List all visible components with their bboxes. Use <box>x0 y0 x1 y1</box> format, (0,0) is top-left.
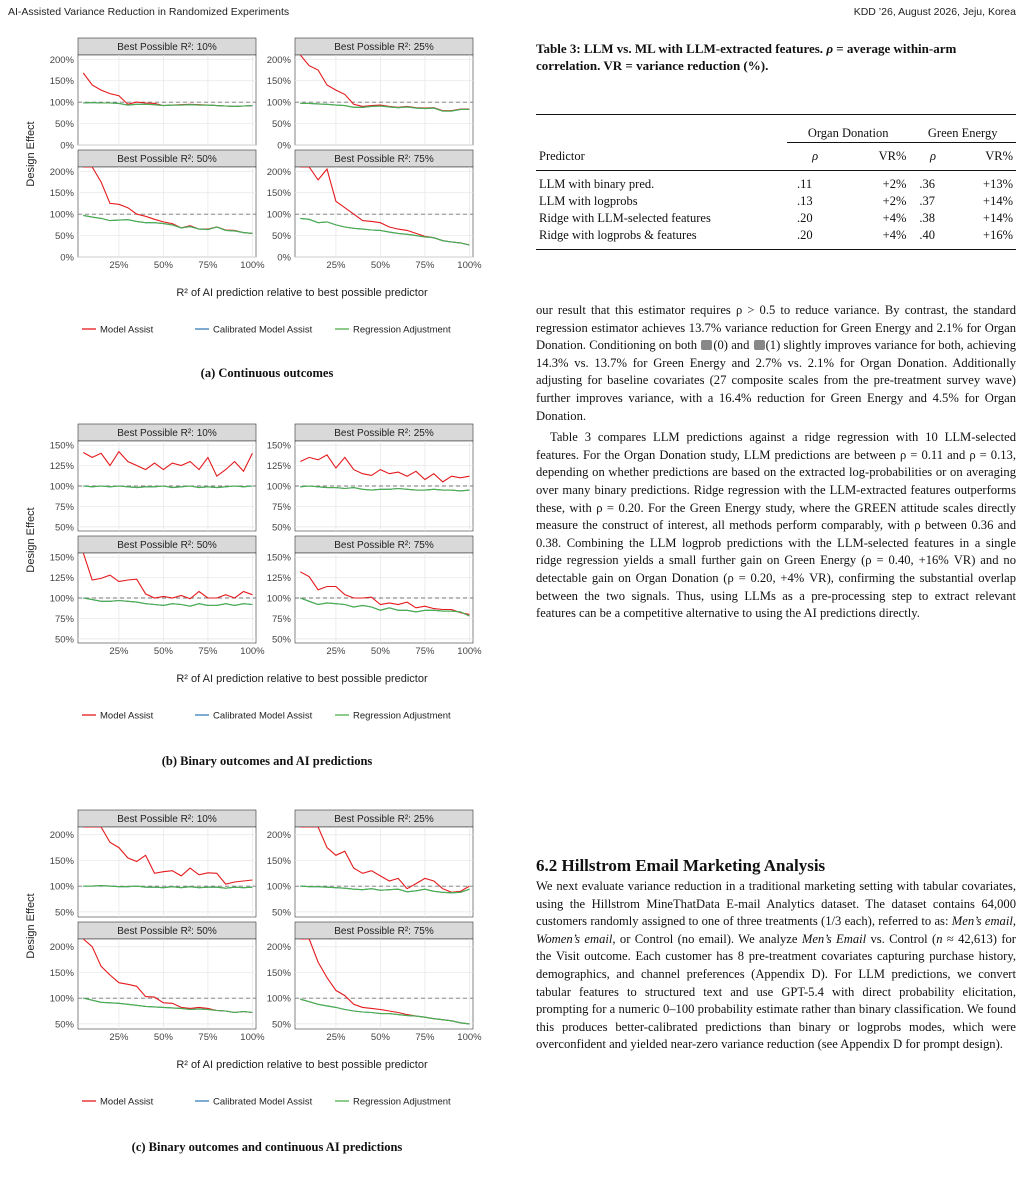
table-row <box>536 210 1016 227</box>
legend-label: Model Assist <box>100 1096 154 1108</box>
x-tick-label: 50% <box>153 646 173 657</box>
col-header-predictor: Predictor <box>539 148 585 163</box>
y-tick-label: 100% <box>49 993 74 1005</box>
table-cell-predictor: LLM with binary pred. <box>539 176 655 191</box>
x-tick-label: 25% <box>109 260 129 271</box>
table-cell-value: +4% <box>882 227 907 242</box>
x-tick-label: 75% <box>415 260 435 271</box>
y-tick-label: 125% <box>266 461 291 473</box>
y-tick-label: 100% <box>266 209 291 221</box>
y-tick-label: 200% <box>266 942 291 954</box>
body-text-block <box>536 878 1016 1054</box>
plot-area <box>295 939 473 1029</box>
facet-title: Best Possible R²: 50% <box>117 154 217 165</box>
facet-title: Best Possible R²: 75% <box>334 926 434 937</box>
table-cell-predictor: LLM with logprobs <box>539 193 638 208</box>
x-axis-label: R² of AI prediction relative to best possible predictor <box>176 287 428 299</box>
table-cell-value: .20 <box>797 227 813 242</box>
col-header-vr: VR% <box>878 148 907 163</box>
y-tick-label: 0% <box>277 252 291 264</box>
group-header-organ: Organ Donation <box>787 125 909 143</box>
x-tick-label: 100% <box>240 260 265 271</box>
y-tick-label: 75% <box>54 613 74 625</box>
y-tick-label: 50% <box>271 907 291 919</box>
x-tick-label: 50% <box>370 1032 390 1043</box>
y-tick-label: 50% <box>271 119 291 131</box>
x-tick-label: 25% <box>326 1032 346 1043</box>
facet-1 <box>50 424 256 533</box>
x-tick-label: 75% <box>198 260 218 271</box>
facet-3 <box>50 150 265 271</box>
x-axis-label: R² of AI prediction relative to best possible predictor <box>176 1059 428 1071</box>
table-cell-value: +2% <box>882 176 907 191</box>
col-header-vr: VR% <box>985 148 1013 163</box>
y-tick-label: 75% <box>54 501 74 513</box>
plot-area <box>78 939 256 1029</box>
y-tick-label: 50% <box>271 522 291 534</box>
running-header-venue: KDD ’26, August 2026, Jeju, Korea <box>853 6 1016 18</box>
y-tick-label: 50% <box>54 119 74 131</box>
plot-area <box>295 827 473 917</box>
y-tick-label: 100% <box>49 481 74 493</box>
x-tick-label: 75% <box>198 1032 218 1043</box>
figure-b-caption: (b) Binary outcomes and AI predictions <box>161 754 373 768</box>
facet-2 <box>267 38 473 152</box>
facet-2 <box>267 424 473 533</box>
y-tick-label: 100% <box>49 97 74 109</box>
facet-2 <box>267 810 473 918</box>
table-cell-value: .40 <box>919 227 935 242</box>
table-cell-value: +4% <box>882 210 907 225</box>
y-tick-label: 200% <box>266 54 291 66</box>
x-tick-label: 50% <box>153 260 173 271</box>
y-tick-label: 200% <box>49 830 74 842</box>
y-tick-label: 100% <box>266 993 291 1005</box>
y-tick-label: 50% <box>271 1019 291 1031</box>
y-tick-label: 50% <box>54 522 74 534</box>
x-tick-label: 75% <box>415 1032 435 1043</box>
table-cell-value: +14% <box>983 210 1013 225</box>
y-tick-label: 50% <box>271 231 291 243</box>
paragraph: Table 3 compares LLM predictions against a ridge regression with 10 LLM-selected features. For the Organ Donation study, LLM predictions are between ρ = 0.11 and ρ = 0.13, depending on whether predictions are based on the extracted log-probabilities or on averaging over many binary predictions. Ridge regression with the LLM-extracted features outperforms these, with ρ = 0.20. For the Green Energy study, where the GREEN attitude scales directly measure the construct of interest, all methods perform comparably, with ρ between 0.36 and 0.38. Combining the LLM logprob predictions with the LLM-selected features in a single ridge regression yields a small further gain on Green Energy (ρ = 0.40, +16% VR) and no detectable gain on Organ Donation (ρ = 0.20, +4% VR), confirming the substantial overlap between the two signals. Thus, using LLMs as a pre-processing step to extract relevant features can be a competitive alternative to using the AI predictions directly. <box>536 430 1016 621</box>
facet-4 <box>267 150 482 271</box>
y-tick-label: 100% <box>49 881 74 893</box>
table-row <box>536 227 1016 250</box>
y-tick-label: 0% <box>60 140 74 152</box>
facet-title: Best Possible R²: 10% <box>117 42 217 53</box>
figure-a-caption: (a) Continuous outcomes <box>200 366 334 380</box>
x-tick-label: 25% <box>109 1032 129 1043</box>
facet-title: Best Possible R²: 75% <box>334 154 434 165</box>
col-header-rho: ρ <box>929 148 936 163</box>
y-tick-label: 125% <box>49 461 74 473</box>
y-tick-label: 200% <box>49 54 74 66</box>
y-tick-label: 125% <box>266 573 291 585</box>
y-tick-label: 50% <box>54 231 74 243</box>
figure-a-chart <box>8 34 526 366</box>
facet-1 <box>50 38 256 152</box>
x-tick-label: 100% <box>240 646 265 657</box>
col-header-rho: ρ <box>812 148 819 163</box>
legend-label: Model Assist <box>100 324 154 336</box>
legend-label: Regression Adjustment <box>353 710 451 722</box>
x-tick-label: 50% <box>370 646 390 657</box>
legend-label: Regression Adjustment <box>353 324 451 336</box>
legend-label: Calibrated Model Assist <box>213 1096 313 1108</box>
x-tick-label: 25% <box>109 646 129 657</box>
legend-label: Calibrated Model Assist <box>213 710 313 722</box>
table-cell-value: +14% <box>983 193 1013 208</box>
table-cell-value: .20 <box>797 210 813 225</box>
facet-4 <box>267 536 482 657</box>
plot-area <box>78 55 256 145</box>
x-tick-label: 100% <box>457 260 482 271</box>
facet-title: Best Possible R²: 75% <box>334 540 434 551</box>
table-cell-value: .37 <box>919 193 935 208</box>
y-tick-label: 150% <box>49 76 74 88</box>
table-row <box>536 193 1016 210</box>
x-tick-label: 100% <box>457 646 482 657</box>
x-tick-label: 75% <box>198 646 218 657</box>
table-cell-predictor: Ridge with logprobs & features <box>539 227 697 242</box>
facet-title: Best Possible R²: 50% <box>117 540 217 551</box>
facet-title: Best Possible R²: 10% <box>117 428 217 439</box>
legend-label: Regression Adjustment <box>353 1096 451 1108</box>
x-tick-label: 75% <box>415 646 435 657</box>
group-header-green: Green Energy <box>909 125 1016 143</box>
y-tick-label: 100% <box>266 881 291 893</box>
facet-title: Best Possible R²: 10% <box>117 814 217 825</box>
table-cell-value: +16% <box>983 227 1013 242</box>
y-tick-label: 125% <box>49 573 74 585</box>
facet-3 <box>50 922 265 1043</box>
table-cell-value: .11 <box>797 176 813 191</box>
legend <box>82 711 451 722</box>
facet-3 <box>50 536 265 657</box>
y-tick-label: 150% <box>49 188 74 200</box>
y-tick-label: 50% <box>271 634 291 646</box>
x-tick-label: 100% <box>240 1032 265 1043</box>
table-3 <box>536 40 1016 280</box>
y-tick-label: 50% <box>54 907 74 919</box>
y-tick-label: 100% <box>49 593 74 605</box>
figure-c-chart <box>8 806 526 1138</box>
y-tick-label: 75% <box>271 501 291 513</box>
table-cell-value: .36 <box>919 176 935 191</box>
y-tick-label: 150% <box>266 855 291 867</box>
y-tick-label: 150% <box>266 440 291 452</box>
y-tick-label: 150% <box>266 76 291 88</box>
y-tick-label: 200% <box>266 166 291 178</box>
legend-label: Model Assist <box>100 710 154 722</box>
facet-title: Best Possible R²: 25% <box>334 428 434 439</box>
legend <box>82 1097 451 1108</box>
x-axis-label: R² of AI prediction relative to best possible predictor <box>176 673 428 685</box>
robot-icon <box>701 340 712 350</box>
legend <box>82 325 451 336</box>
y-tick-label: 200% <box>49 166 74 178</box>
figure-panel-a <box>8 34 526 394</box>
table-cell-value: .13 <box>797 193 813 208</box>
plot-area <box>78 167 256 257</box>
section-heading: 6.2 Hillstrom Email Marketing Analysis <box>536 856 826 875</box>
table-caption: Table 3: LLM vs. ML with LLM-extracted features. ρ = average within-arm correlation. VR = variance reduction (%). <box>536 41 957 73</box>
y-tick-label: 0% <box>277 140 291 152</box>
y-tick-label: 150% <box>49 967 74 979</box>
y-axis-label: Design Effect <box>25 893 37 959</box>
figure-c-caption: (c) Binary outcomes and continuous AI predictions <box>131 1140 403 1154</box>
y-tick-label: 150% <box>49 440 74 452</box>
y-tick-label: 100% <box>266 97 291 109</box>
figure-b-chart <box>8 420 526 752</box>
facet-4 <box>267 922 482 1043</box>
table-row <box>536 170 1016 193</box>
plot-area <box>295 167 473 257</box>
y-tick-label: 100% <box>266 481 291 493</box>
facet-title: Best Possible R²: 50% <box>117 926 217 937</box>
y-tick-label: 100% <box>49 209 74 221</box>
y-tick-label: 150% <box>49 855 74 867</box>
results-table <box>536 114 1016 250</box>
robot-icon <box>754 340 765 350</box>
figure-panel-c <box>8 806 526 1186</box>
y-tick-label: 150% <box>266 552 291 564</box>
table-cell-value: +2% <box>882 193 907 208</box>
paragraph: our result that this estimator requires ρ > 0.5 to reduce variance. By contrast, the standard regression estimator achieves 13.7% variance reduction for Green Energy and 2.1% for Organ Donation. Conditioning on both (0) and (1) slightly improves variance for both, achieving 14.3% vs. 13.7% for Green Energy and 2.7% vs. 2.1% for Organ Donation. Additionally adjusting for baseline covariates (27 composite scales from the pre-treatment survey wave) further improves variance, with a 16.4% reduction for Green Energy and 4.5% for Organ Donation. <box>536 303 1016 423</box>
table-cell-value: .38 <box>919 210 935 225</box>
y-tick-label: 50% <box>54 634 74 646</box>
table-cell-predictor: Ridge with LLM-selected features <box>539 210 711 225</box>
y-tick-label: 0% <box>60 252 74 264</box>
facet-1 <box>50 810 256 918</box>
y-tick-label: 200% <box>49 942 74 954</box>
body-text-block <box>536 302 1016 623</box>
legend-label: Calibrated Model Assist <box>213 324 313 336</box>
facet-title: Best Possible R²: 25% <box>334 814 434 825</box>
plot-area <box>295 55 473 145</box>
x-tick-label: 100% <box>457 1032 482 1043</box>
running-header-title: AI-Assisted Variance Reduction in Randomized Experiments <box>8 6 290 18</box>
y-tick-label: 150% <box>266 188 291 200</box>
y-tick-label: 150% <box>266 967 291 979</box>
x-tick-label: 25% <box>326 260 346 271</box>
paragraph: We next evaluate variance reduction in a traditional marketing setting with tabular covariates, using the Hillstrom MineThatData E-mail Analytics dataset. The dataset contains 64,000 customers randomly assigned to one of three treatments (1/3 each), referred to as: Men’s email, Women’s email, or Control (no email). We analyze Men’s Email vs. Control (n ≈ 42,613) for the Visit outcome. Each customer has 8 pre-treatment covariates capturing purchase history, demographics, and channel preferences (Appendix D). For LLM predictions, we convert tabular features to structured text and use GPT-5.4 with direct probability elicitation, prompting for a numeric 0–100 probability estimate rather than binary classification. We found this produces better-calibrated predictions than binary or logprobs modes, which were overconfident and yielded near-zero variance reduction (see Appendix D for prompt design). <box>536 879 1016 1052</box>
table-cell-value: +13% <box>983 176 1013 191</box>
y-axis-label: Design Effect <box>25 121 37 187</box>
y-tick-label: 50% <box>54 1019 74 1031</box>
y-tick-label: 75% <box>271 613 291 625</box>
y-tick-label: 150% <box>49 552 74 564</box>
x-tick-label: 50% <box>370 260 390 271</box>
x-tick-label: 50% <box>153 1032 173 1043</box>
x-tick-label: 25% <box>326 646 346 657</box>
figure-panel-b <box>8 420 526 780</box>
y-axis-label: Design Effect <box>25 507 37 573</box>
plot-area <box>78 827 256 917</box>
y-tick-label: 100% <box>266 593 291 605</box>
facet-title: Best Possible R²: 25% <box>334 42 434 53</box>
y-tick-label: 200% <box>266 830 291 842</box>
